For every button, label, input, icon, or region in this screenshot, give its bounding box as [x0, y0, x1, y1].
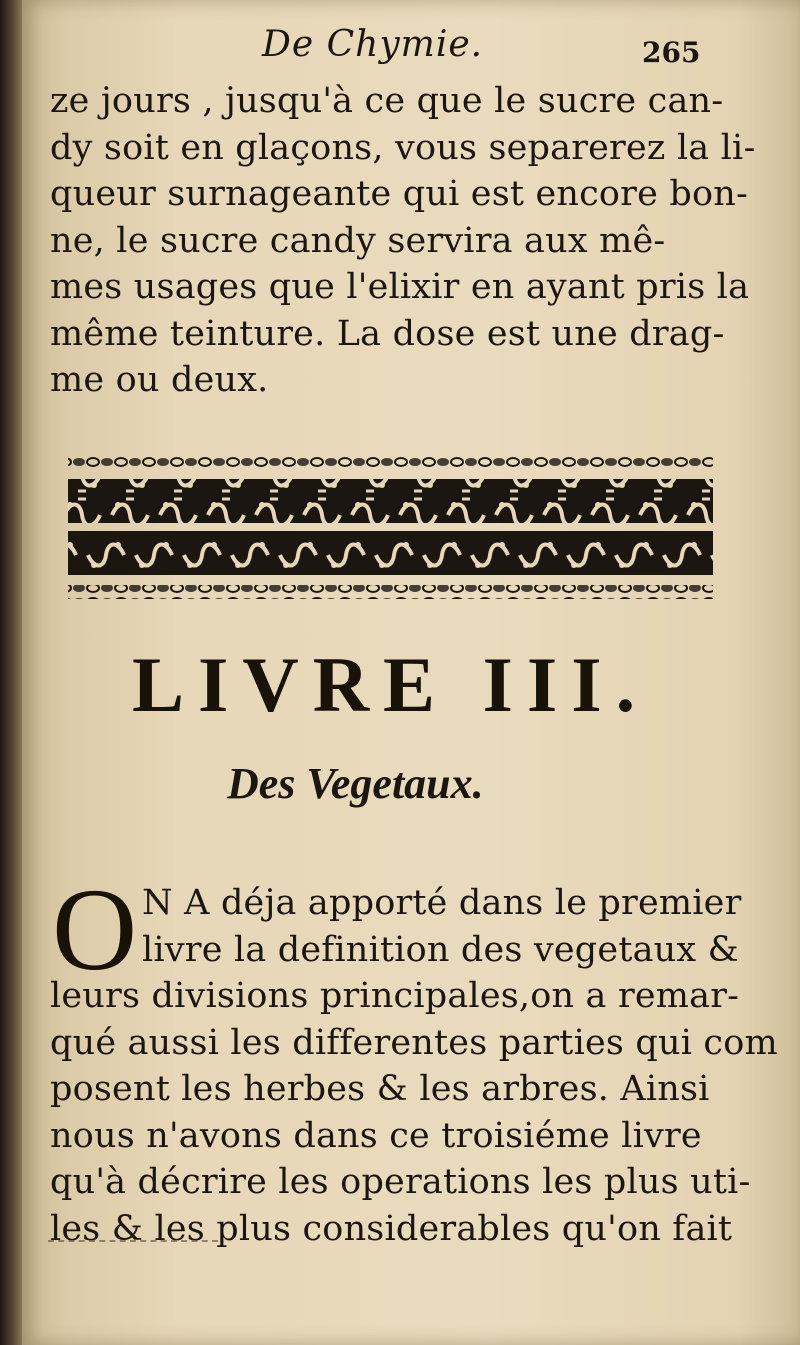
section-title: Des Vegetaux.	[227, 759, 484, 808]
text-line: les & les plus considerables qu'on fait	[50, 1208, 733, 1249]
underline-mark	[48, 1240, 218, 1244]
text-line: posent les herbes & les arbres. Ainsi	[50, 1069, 710, 1109]
paragraph-continued	[50, 78, 756, 404]
text-line: qué aussi les differentes parties qui com	[50, 1022, 778, 1063]
text-line: leurs divisions principales,on a remar-	[50, 976, 740, 1016]
page-header	[22, 14, 800, 74]
printers-ornament-band	[58, 455, 723, 605]
text-line: N A déja apporté dans le premier	[142, 883, 742, 923]
text-line: me ou deux.	[50, 360, 269, 400]
book-spine-shadow	[0, 0, 22, 1345]
text-line: ne, le sucre candy servira aux mê-	[50, 220, 666, 261]
page-number: 265	[642, 36, 701, 69]
book-page	[22, 0, 800, 1345]
text-line: même teinture. La dose est une drag-	[50, 313, 725, 354]
running-head: De Chymie.	[262, 24, 484, 65]
text-line: ze jours , jusqu'à ce que le sucre can-	[50, 81, 724, 121]
text-line: dy soit en glaçons, vous separerez la li-	[50, 127, 756, 168]
text-line: mes usages que l'elixir en ayant pris la	[50, 267, 750, 307]
text-line: nous n'avons dans ce troisiéme livre	[50, 1115, 702, 1156]
paragraph-opening	[50, 864, 778, 1252]
drop-capital: O	[52, 864, 138, 995]
book-title: LIVRE III.	[132, 641, 650, 728]
text-line: qu'à décrire les operations les plus uti-	[50, 1162, 751, 1202]
text-line: queur surnageante qui est encore bon-	[50, 174, 749, 214]
text-line: livre la definition des vegetaux &	[142, 929, 740, 970]
